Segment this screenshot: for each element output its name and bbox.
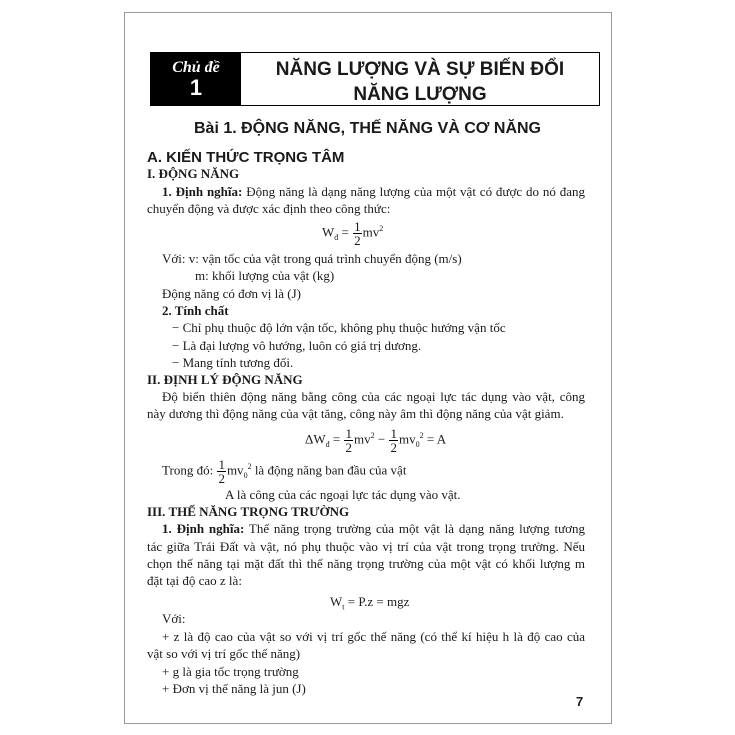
paragraph [147,183,585,200]
f: 2 [419,431,424,441]
f: W [322,224,335,240]
f: đ [334,233,339,243]
paragraph [147,628,585,645]
paragraph-line: A là công của các ngoại lực tác dụng vào vật. [225,487,461,502]
list-item: − Là đại lượng vô hướng, luôn có giá trị dương. [172,338,422,353]
text: là động năng ban đầu của vật [251,462,407,478]
paragraph-line: m: khối lượng của vật (kg) [195,268,335,283]
definition-label: 1. Định nghĩa: [162,521,245,536]
section-1-heading: I. ĐỘNG NĂNG [147,166,240,181]
f: W [330,594,343,609]
f: 1 [354,219,361,234]
topic-title-line1: NĂNG LƯỢNG VÀ SỰ BIẾN ĐỔI [275,59,565,80]
f: − [374,431,389,447]
f: 1 [218,457,225,472]
paragraph-line: Động năng có đơn vị là (J) [162,286,302,301]
definition-label: 1. Định nghĩa: [162,184,243,199]
paragraph-line: chọn thế năng tại mặt đất thì thế năng trọng trường của một vật có khối lượng m [147,556,585,571]
list-item: + g là gia tốc trọng trường [162,664,299,679]
subheading: 2. Tính chất [162,303,229,318]
text: Trong đó: [162,462,214,478]
text: Thế năng trọng trường của một vật là dạng năng lượng tương [248,521,585,536]
fraction [389,427,398,454]
f: mv [362,224,380,240]
f: = A [423,431,447,447]
formula-potential-energy [330,593,409,616]
f: 0 [243,471,248,481]
f: đ [325,440,330,450]
f: 2 [218,471,225,486]
fraction [353,220,362,247]
formula-work-energy-theorem [305,427,446,454]
paragraph-line: vật so với vị trí gốc thế năng) [147,646,301,661]
topic-header [150,52,600,106]
f: mv [398,431,416,447]
paragraph [147,388,585,405]
f: 2 [370,431,375,441]
paragraph-line [162,458,406,485]
f: 1 [390,426,397,441]
f: mv [226,462,244,478]
paragraph-line: Với: v: vận tốc của vật trong quá trình chuyển động (m/s) [162,251,462,266]
topic-title [241,57,599,107]
fraction [344,427,353,454]
paragraph-line: này dương thì động năng của vật tăng, công này âm thì động năng của vật giảm. [147,406,564,421]
formula-kinetic-energy [322,220,383,247]
topic-label: Chủ đề [172,59,220,76]
f: 2 [379,224,384,234]
topic-badge [151,53,241,105]
f: t [342,602,345,612]
lesson-title: Bài 1. ĐỘNG NĂNG, THẾ NĂNG VÀ CƠ NĂNG [193,120,541,137]
f: 2 [345,440,352,455]
f: 2 [390,440,397,455]
paragraph [147,520,585,537]
section-3-heading: III. THẾ NĂNG TRỌNG TRƯỜNG [147,504,350,519]
section-2-heading: II. ĐỊNH LÝ ĐỘNG NĂNG [147,372,303,387]
f: 2 [247,462,252,472]
topic-title-line2: NĂNG LƯỢNG [353,84,487,105]
f: 0 [415,440,420,450]
f: = P.z = mgz [344,594,410,609]
f: 2 [354,233,361,248]
topic-number: 1 [189,75,203,100]
fraction [217,458,226,485]
page-number: 7 [576,694,584,709]
f: 1 [345,426,352,441]
paragraph-line: Với: [162,611,186,626]
list-item: + Đơn vị thế năng là jun (J) [162,681,306,696]
text: Độ biến thiên động năng bằng công của các ngoại lực tác dụng vào vật, công [162,389,585,404]
list-item: − Mang tính tương đối. [172,355,294,370]
f: ΔW [305,431,326,447]
f: = [338,224,353,240]
paragraph-line: chuyển động và được xác định theo công thức: [147,201,391,216]
paragraph-line: tác giữa Trái Đất và vật, nó phụ thuộc vào vị trí của vật trong trọng trường. Nếu [147,539,585,554]
list-item: − Chỉ phụ thuộc độ lớn vận tốc, không phụ thuộc hướng vận tốc [172,320,506,335]
text: Động năng là dạng năng lượng của một vật có được do nó đang [246,184,585,199]
text: + z là độ cao của vật so với vị trí gốc thế năng (có thể kí hiệu h là độ cao của [162,629,585,644]
paragraph-line: đặt tại độ cao z là: [147,573,242,588]
f: = [329,431,344,447]
section-a-heading: A. KIẾN THỨC TRỌNG TÂM [147,149,345,166]
f: mv [353,431,371,447]
